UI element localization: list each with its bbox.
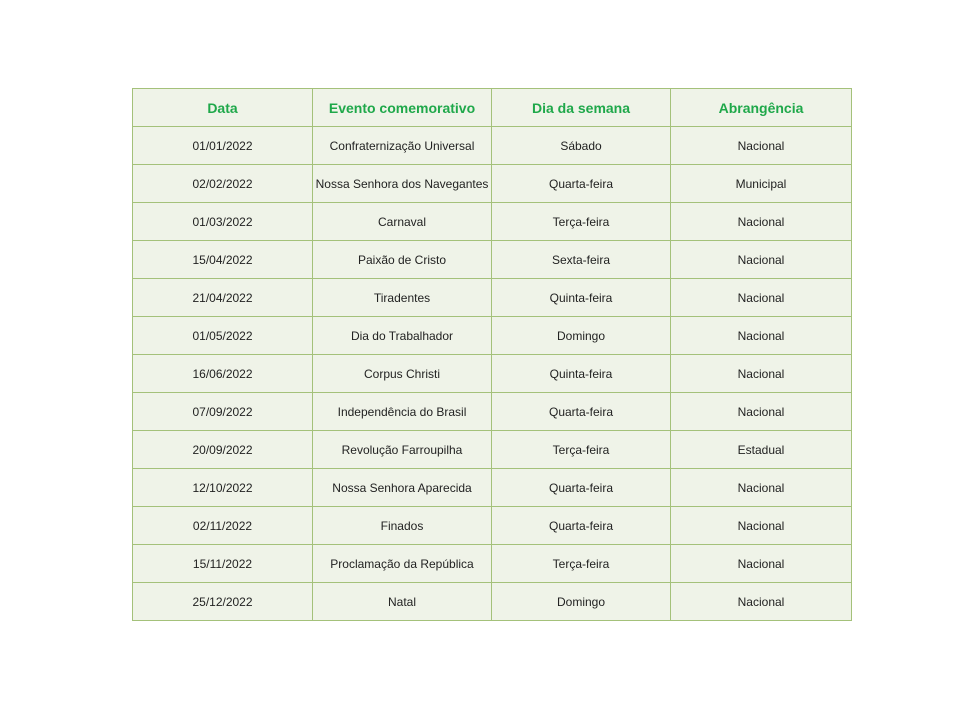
- table-header-row: [133, 89, 852, 127]
- header-weekday: Dia da semana: [492, 89, 671, 127]
- cell-date: 15/11/2022: [133, 545, 313, 583]
- cell-scope: Nacional: [671, 127, 852, 165]
- cell-date: 12/10/2022: [133, 469, 313, 507]
- table-row: [133, 317, 852, 355]
- cell-scope: Nacional: [671, 317, 852, 355]
- cell-date: 20/09/2022: [133, 431, 313, 469]
- cell-date: 02/02/2022: [133, 165, 313, 203]
- table-row: [133, 165, 852, 203]
- cell-event: Independência do Brasil: [313, 393, 492, 431]
- cell-weekday: Quarta-feira: [492, 469, 671, 507]
- cell-event: Nossa Senhora dos Navegantes: [313, 165, 492, 203]
- table-row: [133, 469, 852, 507]
- cell-date: 01/05/2022: [133, 317, 313, 355]
- cell-date: 16/06/2022: [133, 355, 313, 393]
- cell-scope: Nacional: [671, 507, 852, 545]
- cell-event: Dia do Trabalhador: [313, 317, 492, 355]
- table-row: [133, 545, 852, 583]
- cell-event: Tiradentes: [313, 279, 492, 317]
- table-row: [133, 393, 852, 431]
- cell-scope: Nacional: [671, 279, 852, 317]
- table-row: [133, 279, 852, 317]
- cell-weekday: Quinta-feira: [492, 279, 671, 317]
- cell-date: 01/01/2022: [133, 127, 313, 165]
- table-row: [133, 127, 852, 165]
- cell-event: Finados: [313, 507, 492, 545]
- cell-weekday: Terça-feira: [492, 203, 671, 241]
- cell-event: Confraternização Universal: [313, 127, 492, 165]
- header-scope: Abrangência: [671, 89, 852, 127]
- cell-scope: Nacional: [671, 545, 852, 583]
- cell-date: 02/11/2022: [133, 507, 313, 545]
- cell-scope: Nacional: [671, 583, 852, 621]
- cell-event: Natal: [313, 583, 492, 621]
- cell-date: 21/04/2022: [133, 279, 313, 317]
- cell-weekday: Quinta-feira: [492, 355, 671, 393]
- cell-weekday: Sexta-feira: [492, 241, 671, 279]
- table-row: [133, 431, 852, 469]
- table-row: [133, 583, 852, 621]
- cell-event: Corpus Christi: [313, 355, 492, 393]
- cell-event: Paixão de Cristo: [313, 241, 492, 279]
- holiday-table-container: [132, 88, 851, 621]
- cell-event: Carnaval: [313, 203, 492, 241]
- cell-scope: Nacional: [671, 469, 852, 507]
- cell-date: 15/04/2022: [133, 241, 313, 279]
- cell-scope: Nacional: [671, 203, 852, 241]
- holiday-table: [132, 88, 852, 621]
- cell-scope: Municipal: [671, 165, 852, 203]
- cell-event: Nossa Senhora Aparecida: [313, 469, 492, 507]
- table-row: [133, 203, 852, 241]
- header-event: Evento comemorativo: [313, 89, 492, 127]
- cell-weekday: Terça-feira: [492, 431, 671, 469]
- cell-weekday: Quarta-feira: [492, 507, 671, 545]
- cell-weekday: Quarta-feira: [492, 165, 671, 203]
- cell-scope: Nacional: [671, 355, 852, 393]
- cell-scope: Nacional: [671, 241, 852, 279]
- header-date: Data: [133, 89, 313, 127]
- cell-date: 07/09/2022: [133, 393, 313, 431]
- cell-weekday: Domingo: [492, 583, 671, 621]
- cell-weekday: Domingo: [492, 317, 671, 355]
- cell-scope: Nacional: [671, 393, 852, 431]
- table-body: [133, 127, 852, 621]
- cell-date: 25/12/2022: [133, 583, 313, 621]
- cell-date: 01/03/2022: [133, 203, 313, 241]
- cell-scope: Estadual: [671, 431, 852, 469]
- cell-event: Proclamação da República: [313, 545, 492, 583]
- table-row: [133, 507, 852, 545]
- cell-event: Revolução Farroupilha: [313, 431, 492, 469]
- table-row: [133, 241, 852, 279]
- table-row: [133, 355, 852, 393]
- cell-weekday: Sábado: [492, 127, 671, 165]
- cell-weekday: Quarta-feira: [492, 393, 671, 431]
- cell-weekday: Terça-feira: [492, 545, 671, 583]
